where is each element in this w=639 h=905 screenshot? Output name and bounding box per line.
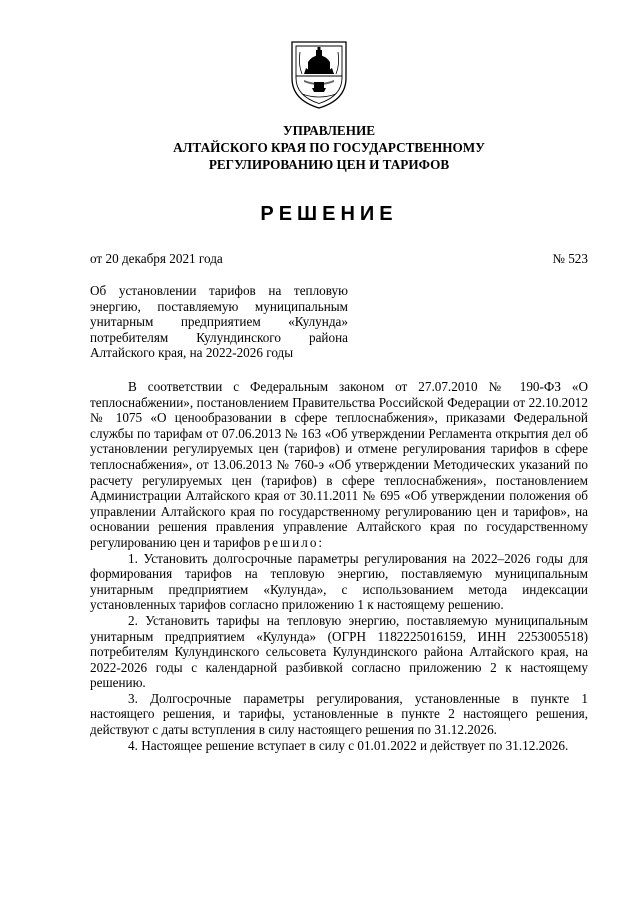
document-body bbox=[90, 379, 588, 753]
document-date: от 20 декабря 2021 года bbox=[90, 251, 223, 266]
decision-item-2: 2. Установить тарифы на тепловую энергию, поставляемую муниципальным унитарным предприятием «Кулунда» (ОГРН 1182225016159, ИНН 2253005518) потребителям Кулундинского сельсовета Кулундинского района Алтайского края, на 2022-2026 годы с календарной разбивкой согласно приложению 2 к настоящему решению. bbox=[90, 612, 588, 691]
authority-line-3: РЕГУЛИРОВАНИЮ ЦЕН И ТАРИФОВ bbox=[208, 157, 450, 172]
document-subject: Об установлении тарифов на тепловую энергию, поставляемую муниципальным унитарным предприятием «Кулунда» потребителям Кулундинского района Алтайского края, на 2022-2026 годы bbox=[90, 283, 348, 361]
preamble-paragraph bbox=[90, 379, 588, 551]
resolved-colon: : bbox=[318, 534, 323, 550]
authority-line-2: АЛТАЙСКОГО КРАЯ ПО ГОСУДАРСТВЕННОМУ bbox=[173, 140, 485, 155]
issuing-authority bbox=[90, 122, 568, 173]
coat-of-arms-emblem bbox=[286, 38, 352, 112]
authority-line-1: УПРАВЛЕНИЕ bbox=[282, 123, 376, 138]
resolved-word: решило bbox=[263, 534, 319, 550]
date-number-line bbox=[90, 250, 588, 267]
decision-item-1: 1. Установить долгосрочные параметры регулирования на 2022–2026 годы для формирования тарифов на тепловую энергию, поставляемую муниципальным унитарным предприятием «Кулунда», с использованием метода индексации установленных тарифов согласно приложению 1 к настоящему решению. bbox=[90, 550, 588, 613]
document-title: РЕШЕНИЕ bbox=[260, 203, 398, 225]
preamble-text: В соответствии с Федеральным законом от 27.07.2010 № 190-ФЗ «О теплоснабжении», постановлением Правительства Российской Федерации от 22.10.2012 № 1075 «О ценообразовании в сфере теплоснабжения», приказами Федеральной службы по тарифам от 07.06.2013 № 163 «Об утверждении Регламента открытия дел об установлении регулируемых цен (тарифов) и отмене регулирования тарифов в сфере теплоснабжения», от 13.06.2013 № 760-э «Об утверждении Методических указаний по расчету регулируемых цен (тарифов) в сфере теплоснабжения», постановлением Администрации Алтайского края от 30.11.2011 № 695 «Об утверждении положения об управлении Алтайского края по государственному регулированию цен и тарифов», на основании решения правления управление Алтайского края по государственному регулированию цен и тарифов bbox=[90, 379, 588, 550]
decision-item-4: 4. Настоящее решение вступает в силу с 01.01.2022 и действует по 31.12.2026. bbox=[128, 737, 569, 753]
decision-item-3: 3. Долгосрочные параметры регулирования, установленные в пункте 1 настоящего решения, и тарифы, установленные в пункте 2 настоящего решения, действуют с даты вступления в силу настоящего решения по 31.12.2026. bbox=[90, 690, 588, 738]
document-number: № 523 bbox=[552, 251, 588, 266]
